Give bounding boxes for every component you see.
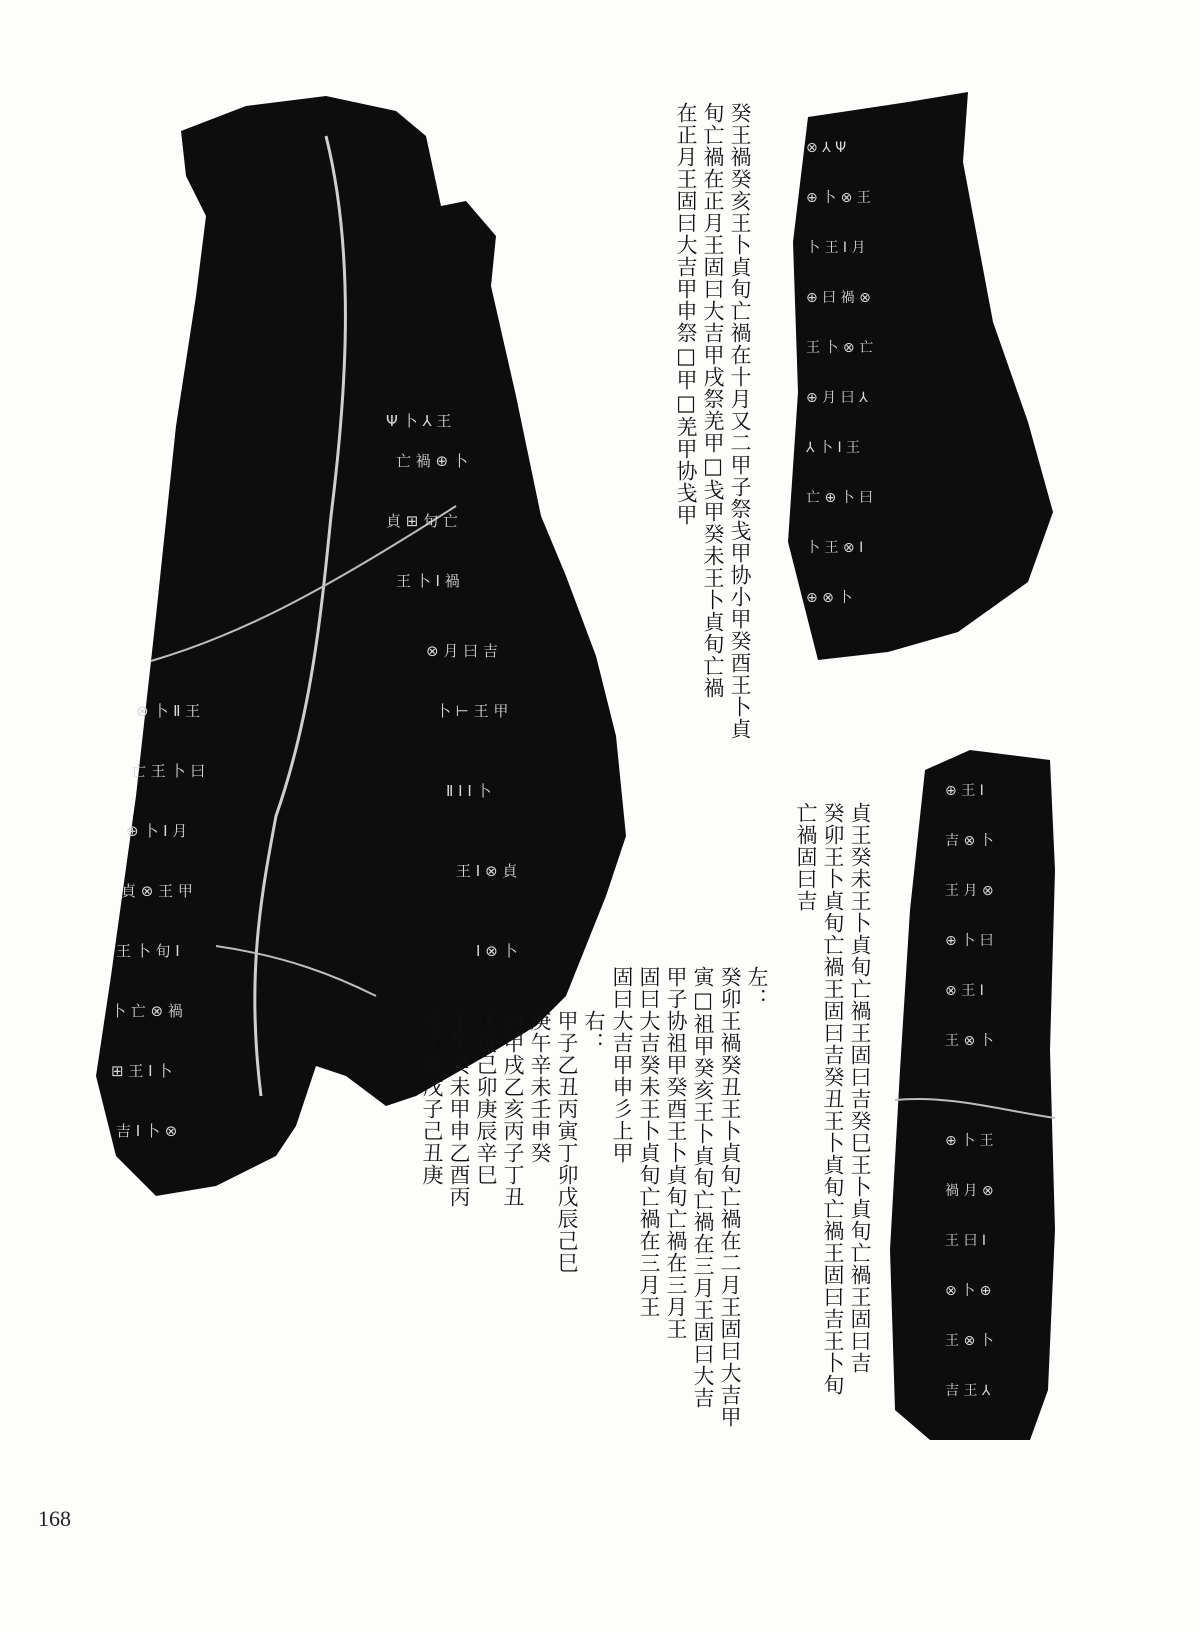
svg-text:亡 禍 ⊕ 卜: 亡 禍 ⊕ 卜	[396, 452, 468, 470]
lower-right-oracle-bone-rubbing	[890, 750, 1060, 1440]
right-label-caption-line: 甲子乙丑丙寅丁卯戊辰己巳	[555, 1010, 579, 1274]
svg-text:⊞ 王 Ⅰ 卜: ⊞ 王 Ⅰ 卜	[111, 1062, 173, 1080]
top-caption-line: 癸王禍癸亥王卜貞旬亡禍在十月又二甲子祭戋甲协小甲癸酉王卜貞	[728, 102, 752, 740]
svg-text:Ψ 卜 ⅄ 王: Ψ 卜 ⅄ 王	[386, 412, 452, 430]
svg-text:⊕ 卜 ⊗ 王: ⊕ 卜 ⊗ 王	[806, 190, 871, 206]
top-caption-line: 在正月王固曰大吉甲申祭□甲□羌甲协戋甲	[674, 102, 698, 526]
svg-text:⊕ 卜 曰: ⊕ 卜 曰	[945, 933, 994, 949]
left-caption-line: 固曰大吉甲申彡上甲	[610, 966, 634, 1164]
left-caption-line: 固曰大吉癸未王卜貞旬亡禍在三月王	[637, 966, 661, 1318]
svg-text:⊕ 卜 Ⅰ 月: ⊕ 卜 Ⅰ 月	[126, 822, 188, 840]
svg-text:⊗ 月 曰 吉: ⊗ 月 曰 吉	[426, 642, 498, 660]
right-caption-line: 亡禍固曰吉	[794, 802, 818, 912]
svg-text:王 ⊗ 卜: 王 ⊗ 卜	[945, 1033, 994, 1049]
svg-text:卜 王 ⊗ Ⅰ: 卜 王 ⊗ Ⅰ	[806, 540, 864, 556]
svg-text:⊗ 王 Ⅰ: ⊗ 王 Ⅰ	[945, 983, 984, 999]
svg-text:貞 ⊗ 王 甲: 貞 ⊗ 王 甲	[121, 882, 193, 900]
right-caption-line: 癸卯王卜貞旬亡禍王固曰吉癸丑王卜貞旬亡禍王固曰吉王卜旬	[821, 802, 845, 1396]
left-caption-line: 癸卯王禍癸丑王卜貞旬亡禍在二月王固曰大吉甲	[718, 966, 742, 1428]
left-caption-line: 甲子协祖甲癸酉王卜貞旬亡禍在三月王	[664, 966, 688, 1340]
svg-text:卜 ⊢ 王 甲: 卜 ⊢ 王 甲	[436, 702, 509, 720]
top-caption-line: 旬亡禍在正月王固曰大吉甲戌祭羌甲□戋甲癸未王卜貞旬亡禍	[701, 102, 725, 699]
right-caption-line: 貞王癸未王卜貞旬亡禍王固曰吉癸巳王卜貞旬亡禍王固曰吉	[848, 802, 872, 1374]
svg-text:卜 亡 ⊗ 禍: 卜 亡 ⊗ 禍	[111, 1002, 183, 1020]
svg-text:吉 ⊗ 卜: 吉 ⊗ 卜	[945, 833, 994, 849]
right-label-caption-line: 庚午辛未壬申癸	[528, 1010, 552, 1164]
right-caption	[792, 802, 873, 1396]
svg-text:吉 Ⅰ 卜 ⊗: 吉 Ⅰ 卜 ⊗	[116, 1122, 178, 1140]
svg-text:王 卜 旬 Ⅰ: 王 卜 旬 Ⅰ	[116, 942, 180, 960]
svg-text:王 ⊗ 卜: 王 ⊗ 卜	[945, 1333, 994, 1349]
top-caption	[672, 102, 753, 740]
svg-text:王 卜 ⊗ 亡: 王 卜 ⊗ 亡	[806, 340, 874, 356]
svg-text:⊕ 卜 王: ⊕ 卜 王	[945, 1133, 994, 1149]
svg-text:⊗ 卜 Ⅱ 王: ⊗ 卜 Ⅱ 王	[136, 702, 201, 720]
svg-text:卜 王 Ⅰ 月: 卜 王 Ⅰ 月	[806, 240, 866, 256]
left-caption-line: 寅□祖甲癸亥王卜貞旬亡禍在三月王固曰大吉	[691, 966, 715, 1409]
right-label-caption-line: 壬午癸未甲申乙酉丙	[447, 1010, 471, 1208]
svg-text:王 曰 Ⅰ: 王 曰 Ⅰ	[945, 1233, 987, 1249]
svg-text:王 月 ⊗: 王 月 ⊗	[945, 883, 994, 899]
right-label-caption-line: 酉甲戌乙亥丙子丁丑	[501, 1010, 525, 1208]
svg-text:⊗ 卜 ⊕: ⊗ 卜 ⊕	[945, 1283, 992, 1299]
svg-text:禍 月 ⊗: 禍 月 ⊗	[945, 1183, 994, 1199]
upper-right-oracle-bone-rubbing	[788, 92, 1060, 660]
svg-text:⅄ 卜 Ⅰ 王: ⅄ 卜 Ⅰ 王	[806, 440, 861, 456]
svg-text:吉 王 ⅄: 吉 王 ⅄	[945, 1383, 991, 1399]
svg-text:王 Ⅰ ⊗ 貞: 王 Ⅰ ⊗ 貞	[456, 862, 518, 880]
right-label-caption	[418, 1010, 607, 1410]
svg-text:⊕ ⊗ 卜: ⊕ ⊗ 卜	[806, 590, 853, 606]
svg-text:⊕ 曰 禍 ⊗: ⊕ 曰 禍 ⊗	[806, 290, 871, 306]
svg-text:⊗ ⅄ Ψ: ⊗ ⅄ Ψ	[806, 140, 847, 156]
svg-text:⊕ 月 曰 ⅄: ⊕ 月 曰 ⅄	[806, 390, 868, 406]
svg-text:王 卜 Ⅰ 禍: 王 卜 Ⅰ 禍	[396, 572, 460, 590]
right-label-caption-line: 右：	[582, 1010, 606, 1054]
svg-text:亡 ⊕ 卜 曰: 亡 ⊕ 卜 曰	[806, 490, 874, 506]
svg-text:亡 王 卜 曰: 亡 王 卜 曰	[131, 762, 206, 780]
svg-text:Ⅰ ⊗ 卜: Ⅰ ⊗ 卜	[476, 942, 518, 960]
right-label-caption-line: 戌丁亥戊子己丑庚	[420, 1010, 444, 1186]
left-caption-line: 左：	[745, 966, 769, 1010]
svg-text:⊕ 王 Ⅰ: ⊕ 王 Ⅰ	[945, 783, 984, 799]
right-label-caption-line: 戊寅己卯庚辰辛巳	[474, 1010, 498, 1186]
svg-text:貞 ⊞ 旬 亡: 貞 ⊞ 旬 亡	[386, 512, 458, 530]
left-caption	[608, 966, 770, 1436]
page-number: 168	[38, 1506, 71, 1531]
svg-text:Ⅱ Ⅰ Ⅰ 卜: Ⅱ Ⅰ Ⅰ 卜	[446, 782, 492, 800]
